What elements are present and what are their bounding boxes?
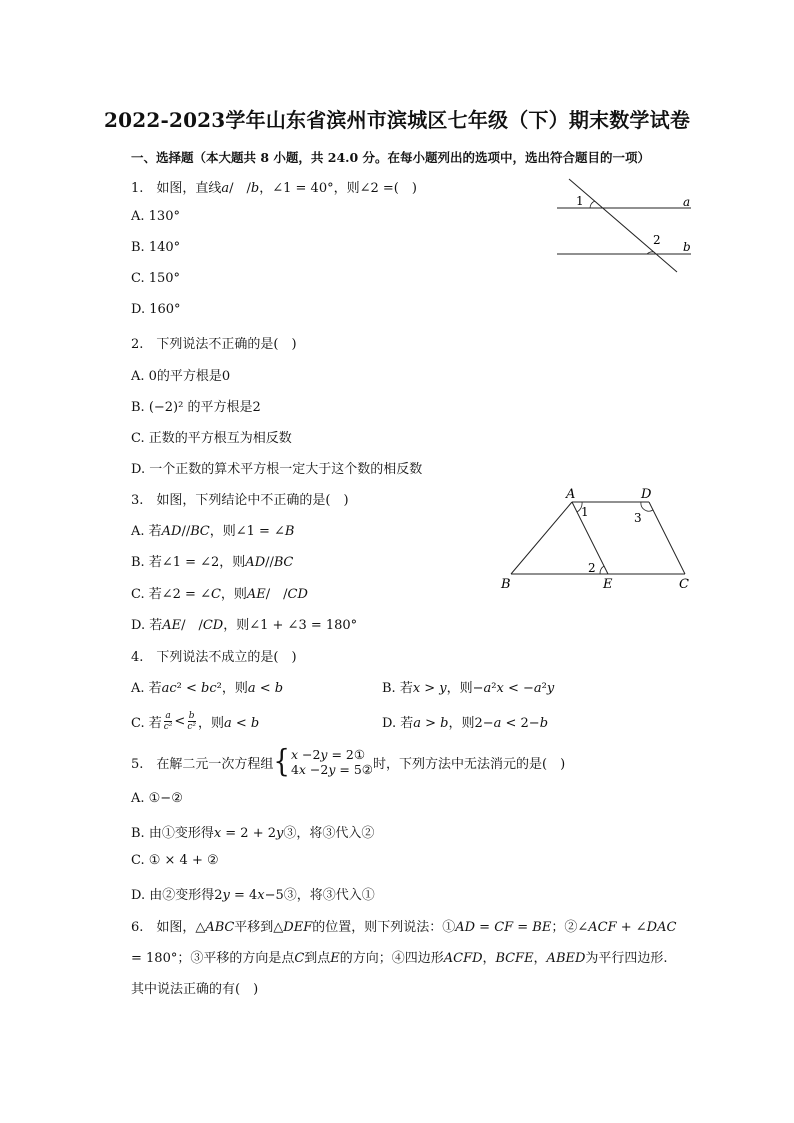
- question-6-line-3: 其中说法正确的有( ): [131, 982, 259, 997]
- angle-2-label: 2: [653, 233, 661, 247]
- q1-option-b[interactable]: B. 140°: [131, 240, 181, 255]
- q2-option-c[interactable]: C. 正数的平方根互为相反数: [131, 431, 292, 446]
- q4-option-a[interactable]: A. 若𝑎𝑐² < 𝑏𝑐²，则𝑎 < 𝑏: [131, 681, 284, 696]
- fraction-a-denominator: 𝑐²: [163, 721, 173, 732]
- question-2: 2. 下列说法不正确的是( ): [131, 337, 297, 352]
- q1-option-c[interactable]: C. 150°: [131, 271, 181, 286]
- fraction-a-numerator: 𝑎: [165, 710, 171, 721]
- q5-text-after: 时，下列方法中无法消元的是( ): [373, 756, 566, 772]
- less-than-sign: <: [174, 713, 186, 729]
- question-5: [131, 746, 565, 778]
- q1-option-a[interactable]: A. 130°: [131, 209, 180, 224]
- q4-option-c-tail: ，则𝑎 < 𝑏: [197, 715, 260, 731]
- q5-option-d[interactable]: D. 由②变形得2𝑦 = 4𝑥−5③，将③代入①: [131, 888, 375, 903]
- equation-1: 𝑥 −2𝑦 = 2①: [290, 747, 366, 762]
- q5-option-c[interactable]: C. ① × 4 + ②: [131, 853, 219, 868]
- q4-option-d[interactable]: D. 若𝑎 > 𝑏，则2−𝑎 < 2−𝑏: [382, 716, 549, 731]
- q5-option-a[interactable]: A. ①−②: [131, 791, 183, 806]
- angle-3-label: 3: [634, 511, 642, 525]
- q1-option-d[interactable]: D. 160°: [131, 302, 181, 317]
- fraction-b-over-c2: [187, 711, 196, 732]
- line-a-label: a: [683, 195, 691, 209]
- equation-2: 4𝑥 −2𝑦 = 5②: [290, 762, 373, 777]
- q3-trapezoid-figure: [498, 484, 698, 594]
- angle-2-label: 2: [588, 561, 596, 575]
- point-a-label: A: [566, 487, 576, 502]
- question-1: 1. 如图，直线𝑎/ /𝑏，∠1 = 40°，则∠2 =( ): [131, 181, 417, 196]
- question-6-line-1: 6. 如图，△𝐴𝐵𝐶平移到△𝐷𝐸𝐹的位置，则下列说法：①𝐴𝐷 = 𝐶𝐹 = 𝐵𝐸；②∠𝐴𝐶𝐹 + ∠𝐷𝐴𝐶: [131, 920, 677, 935]
- point-e-label: E: [603, 577, 613, 592]
- section-heading: 一、选择题（本大题共 8 小题，共 24.0 分。在每小题列出的选项中，选出符合题目的一项）: [131, 150, 651, 165]
- angle-2-arc: [600, 566, 604, 574]
- q5-option-b[interactable]: B. 由①变形得𝑥 = 2 + 2𝑦③，将③代入②: [131, 826, 375, 841]
- q3-option-b[interactable]: B. 若∠1 = ∠2，则𝐴𝐷//𝐵𝐶: [131, 555, 294, 570]
- q1-parallel-lines-figure: [550, 172, 700, 276]
- q5-text-before: 5. 在解二元一次方程组: [131, 756, 274, 772]
- fraction-b-denominator: 𝑐²: [187, 721, 196, 732]
- segment-dc: [649, 502, 685, 574]
- q4-option-c[interactable]: [131, 706, 259, 736]
- angle-1-label: 1: [581, 505, 589, 519]
- question-6-line-2: = 180°；③平移的方向是点𝐶到点𝐸的方向；④四边形𝐴𝐶𝐹𝐷，𝐵𝐶𝐹𝐸，𝐴𝐵𝐸𝐷为平行四边形.: [131, 951, 668, 966]
- angle-1-arc: [590, 201, 595, 208]
- page-title: 2022-2023学年山东省滨州市滨城区七年级（下）期末数学试卷: [103, 108, 691, 132]
- q3-option-c[interactable]: C. 若∠2 = ∠𝐶，则𝐴𝐸/ /𝐶𝐷: [131, 587, 308, 602]
- q3-option-a[interactable]: A. 若𝐴𝐷//𝐵𝐶，则∠1 = ∠𝐵: [131, 524, 295, 539]
- q2-option-b[interactable]: B. (−2)² 的平方根是2: [131, 400, 261, 415]
- line-b-label: b: [683, 240, 691, 254]
- question-4: 4. 下列说法不成立的是( ): [131, 650, 297, 665]
- transversal-line: [569, 179, 677, 272]
- fraction-b-numerator: 𝑏: [188, 710, 195, 721]
- point-c-label: C: [679, 577, 689, 592]
- segment-ab: [511, 502, 572, 574]
- question-3: 3. 如图，下列结论中不正确的是( ): [131, 493, 349, 508]
- angle-1-label: 1: [576, 194, 584, 208]
- q4-option-c-prefix: C. 若: [131, 715, 162, 731]
- equation-system-brace: {: [273, 744, 290, 780]
- point-b-label: B: [501, 577, 511, 592]
- q4-option-b[interactable]: B. 若𝑥 > 𝑦，则−𝑎²𝑥 < −𝑎²𝑦: [382, 681, 555, 696]
- q2-option-a[interactable]: A. 0的平方根是0: [131, 369, 231, 384]
- q2-option-d[interactable]: D. 一个正数的算术平方根一定大于这个数的相反数: [131, 462, 423, 477]
- equation-system: [291, 747, 373, 777]
- q3-option-d[interactable]: D. 若𝐴𝐸/ /𝐶𝐷，则∠1 + ∠3 = 180°: [131, 618, 358, 633]
- point-d-label: D: [641, 487, 652, 502]
- fraction-a-over-c2: [164, 711, 173, 732]
